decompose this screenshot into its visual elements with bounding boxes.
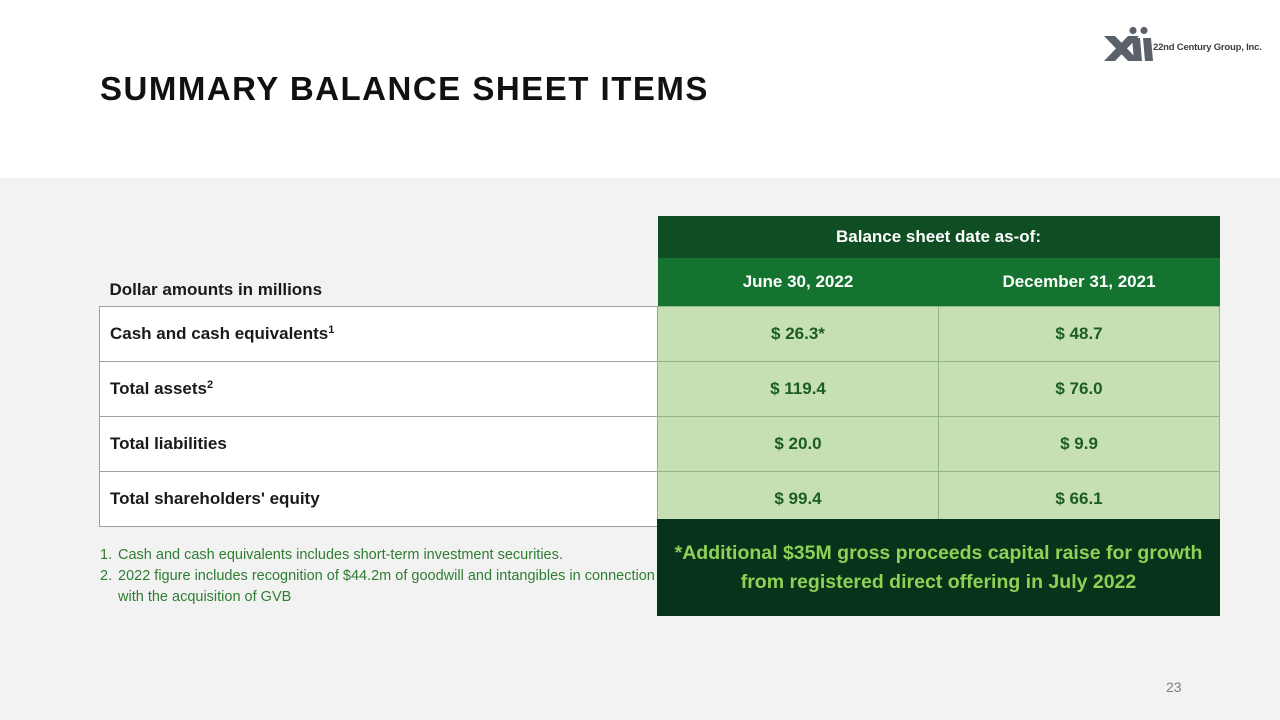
row-label-text: Total shareholders' equity	[110, 489, 320, 508]
row-label-text: Cash and cash equivalents	[110, 324, 329, 343]
table-header-row	[100, 258, 1220, 307]
table-corner	[100, 216, 658, 258]
22nd-century-logo-icon	[1102, 26, 1154, 64]
footnote-text: Cash and cash equivalents includes short-term investment securities.	[118, 547, 563, 563]
column-header-dec-2021: December 31, 2021	[939, 258, 1220, 307]
value-cell: $ 9.9	[939, 417, 1220, 472]
table-group-header-row	[100, 216, 1220, 258]
footnote-ref: 2	[207, 379, 214, 391]
column-header-jun-2022: June 30, 2022	[658, 258, 939, 307]
value-cell: $ 119.4	[658, 362, 939, 417]
footnote-number: 2.	[100, 568, 113, 584]
table-row	[100, 307, 1220, 362]
group-header-date: Balance sheet date as-of:	[658, 216, 1220, 258]
footnote-item	[100, 545, 660, 566]
value-cell: $ 48.7	[939, 307, 1220, 362]
capital-raise-callout	[657, 519, 1220, 616]
footnote-ref: 1	[328, 324, 335, 336]
company-name: 22nd Century Group, Inc.	[1153, 42, 1262, 53]
value-cell: $ 76.0	[939, 362, 1220, 417]
callout-text: *Additional $35M gross proceeds capital raise for growth from registered direct offering in July 2022	[674, 541, 1203, 593]
footnotes-list	[100, 545, 660, 608]
slide-title: SUMMARY BALANCE SHEET ITEMS	[100, 70, 709, 107]
value-cell: $ 26.3*	[658, 307, 939, 362]
row-label-text: Total assets	[110, 379, 208, 398]
row-label	[100, 307, 658, 362]
slide-header	[0, 0, 1280, 178]
row-label	[100, 362, 658, 417]
balance-sheet-table	[99, 216, 1220, 527]
footnote-number: 1.	[100, 547, 113, 563]
row-label	[100, 472, 658, 527]
value-cell: $ 99.4	[658, 472, 939, 527]
row-label	[100, 417, 658, 472]
table-row	[100, 362, 1220, 417]
footnote-item	[100, 566, 660, 608]
table-row	[100, 417, 1220, 472]
value-cell: $ 66.1	[939, 472, 1220, 527]
company-logo	[1102, 26, 1262, 64]
units-label: Dollar amounts in millions	[109, 280, 323, 299]
page-number: 23	[1166, 679, 1182, 695]
row-label-text: Total liabilities	[110, 434, 227, 453]
footnote-text: 2022 figure includes recognition of $44.2m of goodwill and intangibles in connection with the acquisition of GVB	[118, 568, 655, 605]
value-cell: $ 20.0	[658, 417, 939, 472]
